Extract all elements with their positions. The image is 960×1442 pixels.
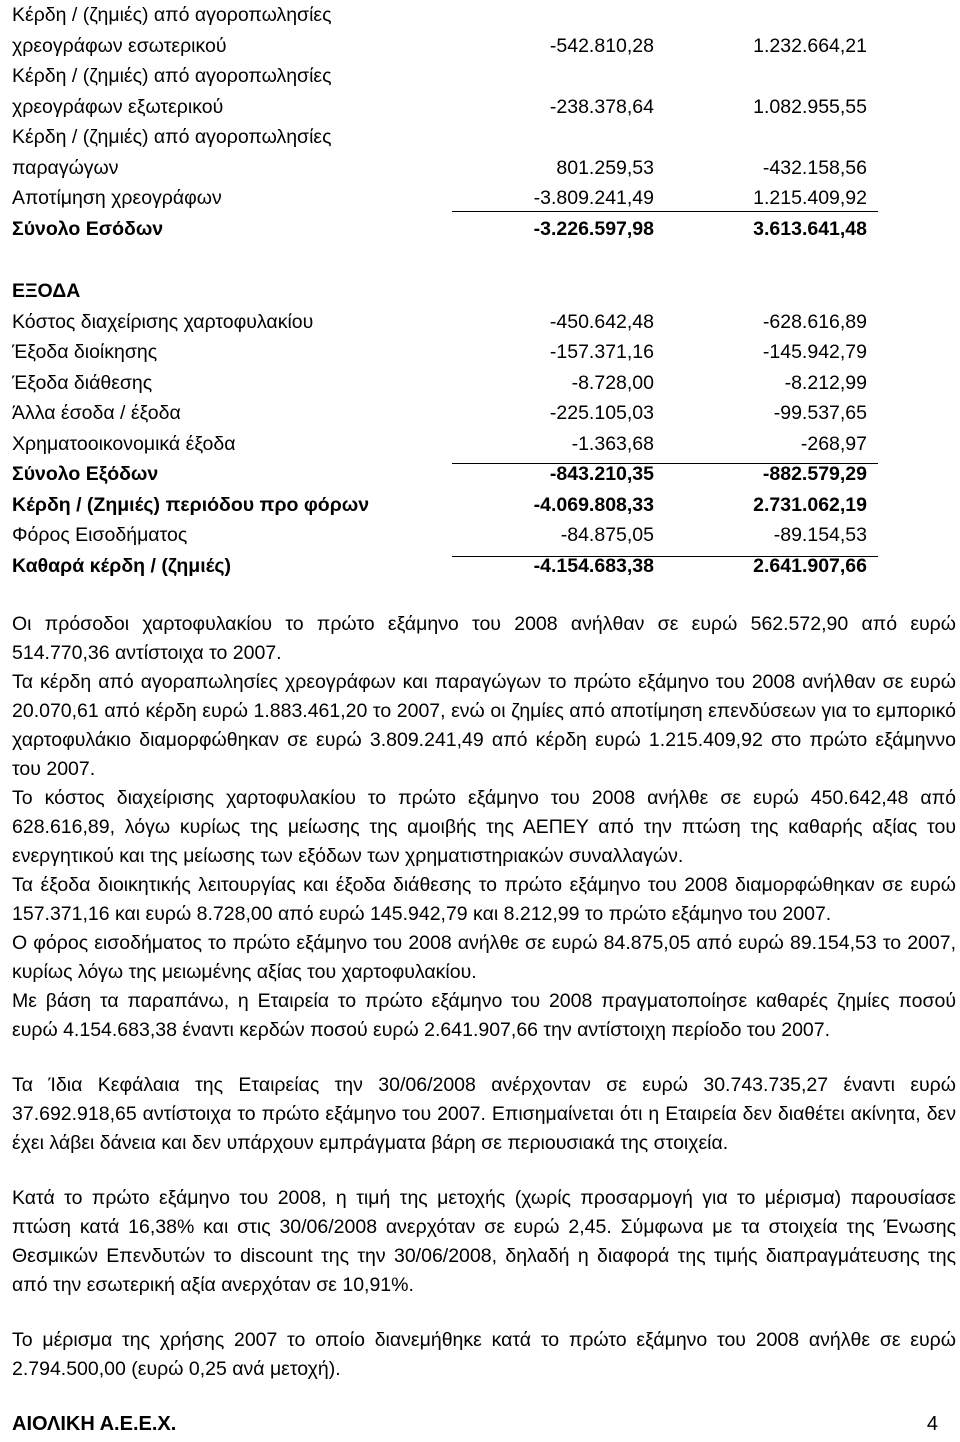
value-2007: -882.579,29 — [762, 463, 867, 485]
value-2007: 1.082.955,55 — [753, 95, 867, 118]
row-label: χρεογράφων εσωτερικού — [12, 34, 227, 57]
paragraph: Το μέρισμα της χρήσης 2007 το οποίο διανεμήθηκε κατά το πρώτο εξάμηνο του 2008 ανήλθε σε ευρώ 2.794.500,00 (ευρώ 0,25 ανά μετοχή). — [12, 1329, 956, 1380]
table-row — [0, 214, 960, 245]
table-row — [0, 337, 960, 368]
paragraph: Τα έξοδα διοικητικής λειτουργίας και έξοδα διάθεσης το πρώτο εξάμηνο του 2008 διαμορφώθηκαν σε ευρώ 157.371,16 και ευρώ 8.728,00 από ευρώ 145.942,79 και 8.212,99 το πρώτο εξάμηνο του 2007. — [12, 874, 956, 925]
value-2008: -4.154.683,38 — [533, 554, 654, 577]
value-2007: -432.158,56 — [762, 156, 867, 179]
row-label: παραγώγων — [12, 156, 119, 179]
value-2008: -843.210,35 — [549, 463, 654, 485]
table-row — [0, 429, 960, 460]
value-2007: -628.616,89 — [762, 310, 867, 333]
row-label: Σύνολο Εξόδων — [12, 463, 159, 485]
value-2007: 1.215.409,92 — [753, 187, 867, 209]
expense-rows — [0, 307, 960, 582]
value-2008: -157.371,16 — [549, 341, 654, 363]
row-label: Καθαρά κέρδη / (ζημιές) — [12, 554, 232, 577]
rule-tax — [452, 556, 878, 557]
value-2007: -145.942,79 — [762, 341, 867, 363]
table-row — [0, 398, 960, 429]
narrative-text — [12, 610, 956, 1384]
row-label: χρεογράφων εξωτερικού — [12, 95, 224, 118]
value-2007: -99.537,65 — [773, 402, 867, 424]
row-label: Κέρδη / (Ζημιές) περιόδου προ φόρων — [12, 493, 370, 516]
value-2008: -84.875,05 — [560, 524, 654, 546]
value-2007: 1.232.664,21 — [753, 34, 867, 57]
value-2007: 2.641.907,66 — [753, 554, 867, 577]
value-2008: -8.728,00 — [571, 371, 654, 394]
value-2008: -225.105,03 — [549, 402, 654, 424]
value-2008: -542.810,28 — [549, 34, 654, 57]
value-2008: 801.259,53 — [556, 156, 654, 179]
expenses-heading-label: ΕΞΟΔΑ — [12, 280, 81, 302]
paragraph: Ο φόρος εισοδήματος το πρώτο εξάμηνο του 2008 ανήλθε σε ευρώ 84.875,05 από ευρώ 89.154,53 το 2007, κυρίως λόγω της μειωμένης αξίας του χαρτοφυλακίου. — [12, 932, 956, 983]
rule-valuation — [452, 211, 878, 212]
value-2007: 3.613.641,48 — [753, 217, 867, 240]
row-label: Έξοδα διάθεσης — [12, 371, 153, 394]
table-row — [0, 307, 960, 338]
row-label: Σύνολο Εσόδων — [12, 217, 164, 240]
row-label: Έξοδα διοίκησης — [12, 341, 158, 363]
value-2008: -4.069.808,33 — [533, 493, 654, 516]
value-2008: -3.809.241,49 — [533, 187, 654, 209]
table-row — [0, 490, 960, 521]
row-label: Άλλα έσοδα / έξοδα — [12, 402, 181, 424]
table-row — [0, 92, 960, 123]
table-gap — [0, 244, 960, 276]
income-rows — [0, 0, 960, 244]
footer-page-number: 4 — [926, 1413, 938, 1435]
row-label: Φόρος Εισοδήματος — [12, 524, 188, 546]
table-row — [0, 31, 960, 62]
row-label: Αποτίμηση χρεογράφων — [12, 187, 222, 209]
paragraph: Το κόστος διαχείρισης χαρτοφυλακίου το πρώτο εξάμηνο του 2008 ανήλθε σε ευρώ 450.642,48 από 628.616,89, λόγω κυρίως της μείωσης της αμοιβής της ΑΕΠΕΥ από την πτώση της καθαρής αξίας του ενεργητικού και της μείωσης των εξόδων των χρηματιστηριακών συναλλαγών. — [12, 787, 956, 867]
row-label: Κέρδη / (ζημιές) από αγοροπωλησίες — [12, 126, 332, 148]
rule-expenses-subtotal — [452, 463, 878, 464]
paragraph: Κατά το πρώτο εξάμηνο του 2008, η τιμή της μετοχής (χωρίς προσαρμογή για το μέρισμα) παρουσίασε πτώση κατά 16,38% και στις 30/06/2008 ανερχόταν σε ευρώ 2,45. Σύμφωνα με τα στοιχεία της Ένωσης Θεσμικών Επενδυτών το discount της την 30/06/2008, δηλαδή η διαφορά της τιμής διαπραγμάτευσης της από την εσωτερική αξία ανερχόταν σε 10,91%. — [12, 1187, 956, 1296]
page-footer — [12, 1411, 938, 1437]
row-label: Χρηματοοικονομικά έξοδα — [12, 432, 236, 455]
paragraph: Με βάση τα παραπάνω, η Εταιρεία το πρώτο εξάμηνο του 2008 πραγματοποίησε καθαρές ζημίες ποσού ευρώ 4.154.683,38 έναντι κερδών ποσού ευρώ 2.641.907,66 την αντίστοιχη περίοδο του 2007. — [12, 990, 956, 1041]
paragraph: Οι πρόσοδοι χαρτοφυλακίου το πρώτο εξάμηνο του 2008 ανήλθαν σε ευρώ 562.572,90 από ευρώ 514.770,36 αντίστοιχα το 2007. — [12, 613, 956, 664]
value-2008: -450.642,48 — [549, 310, 654, 333]
table-row — [0, 122, 960, 153]
row-label: Κέρδη / (ζημιές) από αγοροπωλησίες — [12, 4, 332, 26]
table-row — [0, 183, 960, 214]
paragraph: Τα κέρδη από αγοραπωλησίες χρεογράφων και παραγώγων το πρώτο εξάμηνο του 2008 ανήλθαν σε ευρώ 20.070,61 από κέρδη ευρώ 1.883.461,20 το 2007, ενώ οι ζημίες από αποτίμηση επενδύσεων για το εμπορικό χαρτοφυλάκιο διαμορφώθηκαν σε ευρώ 3.809.241,49 από κέρδη ευρώ 1.215.409,92 στο πρώτο εξάμηννο του 2007. — [12, 671, 956, 780]
value-2007: -268,97 — [800, 432, 867, 455]
value-2007: 2.731.062,19 — [753, 493, 867, 516]
row-label: Κέρδη / (ζημιές) από αγοροπωλησίες — [12, 65, 332, 87]
table-row — [0, 153, 960, 184]
income-statement-table — [0, 0, 960, 581]
value-2008: -3.226.597,98 — [533, 217, 654, 240]
table-row — [0, 61, 960, 92]
value-2008: -1.363,68 — [571, 432, 654, 455]
table-row — [0, 0, 960, 31]
table-row — [0, 368, 960, 399]
expenses-heading — [0, 276, 960, 307]
value-2008: -238.378,64 — [549, 95, 654, 118]
row-label: Κόστος διαχείρισης χαρτοφυλακίου — [12, 310, 314, 333]
value-2007: -89.154,53 — [773, 524, 867, 546]
paragraph: Τα Ίδια Κεφάλαια της Εταιρείας την 30/06/2008 ανέρχονταν σε ευρώ 30.743.735,27 έναντι ευρώ 37.692.918,65 αντίστοιχα το πρώτο εξάμηνο του 2007. Επισημαίνεται ότι η Εταιρεία δεν διαθέτει ακίνητα, δεν έχει λάβει δάνεια και δεν υπάρχουν εμπράγματα βάρη σε περιουσιακά της στοιχεία. — [12, 1074, 956, 1154]
value-2007: -8.212,99 — [784, 371, 867, 394]
table-row — [0, 520, 960, 551]
footer-company: ΑΙΟΛΙΚΗ Α.Ε.Ε.Χ. — [12, 1413, 177, 1435]
